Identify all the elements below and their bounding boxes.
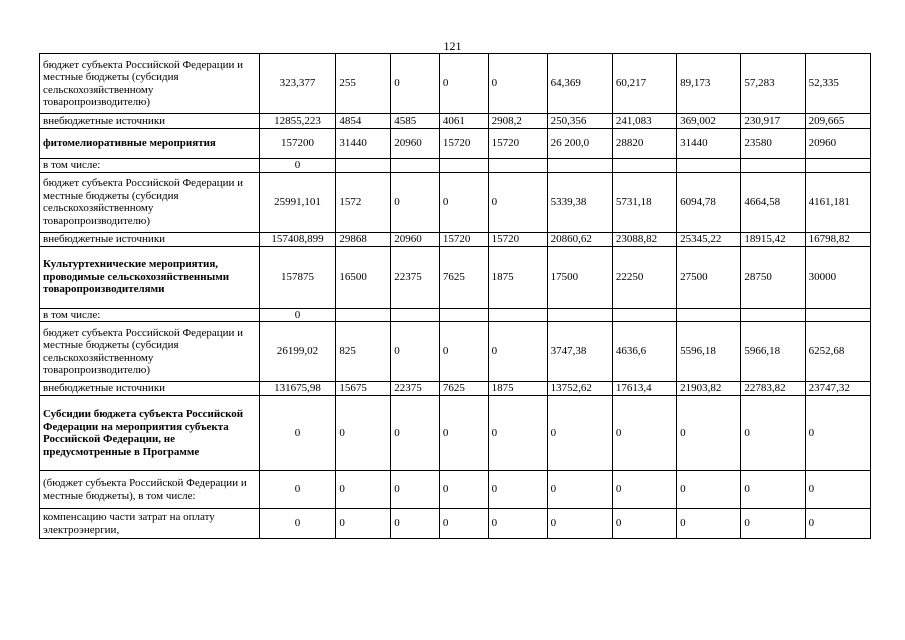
year-cell: 0 <box>488 172 547 232</box>
year-cell <box>677 308 741 322</box>
year-cell: 0 <box>677 396 741 471</box>
year-cell: 0 <box>439 322 488 382</box>
year-cell <box>391 308 440 322</box>
row-label: фитомелиоративные мероприятия <box>40 129 260 159</box>
year-cell: 7625 <box>439 382 488 396</box>
year-cell: 60,217 <box>612 54 676 114</box>
year-cell: 5339,38 <box>547 172 612 232</box>
total-cell: 157875 <box>259 246 336 308</box>
year-cell: 30000 <box>805 246 870 308</box>
total-cell: 0 <box>259 308 336 322</box>
year-cell: 23088,82 <box>612 232 676 246</box>
total-cell: 157408,899 <box>259 232 336 246</box>
year-cell: 15720 <box>488 232 547 246</box>
year-cell: 25345,22 <box>677 232 741 246</box>
table-row <box>40 322 871 382</box>
year-cell: 0 <box>391 471 440 509</box>
year-cell <box>612 159 676 173</box>
year-cell: 0 <box>391 396 440 471</box>
total-cell: 0 <box>259 396 336 471</box>
year-cell <box>741 308 805 322</box>
year-cell: 23580 <box>741 129 805 159</box>
year-cell: 0 <box>391 322 440 382</box>
year-cell: 241,083 <box>612 114 676 129</box>
year-cell: 22375 <box>391 382 440 396</box>
year-cell: 31440 <box>336 129 391 159</box>
total-cell: 0 <box>259 509 336 539</box>
year-cell: 57,283 <box>741 54 805 114</box>
year-cell <box>612 308 676 322</box>
year-cell: 0 <box>547 509 612 539</box>
year-cell <box>805 159 870 173</box>
year-cell <box>741 159 805 173</box>
year-cell: 28820 <box>612 129 676 159</box>
total-cell: 26199,02 <box>259 322 336 382</box>
total-cell: 25991,101 <box>259 172 336 232</box>
row-label: внебюджетные источники <box>40 382 260 396</box>
year-cell: 0 <box>741 509 805 539</box>
row-label: Культуртехнические мероприятия, проводимые сельскохозяйственными товаропроизводителями <box>40 246 260 308</box>
row-label: внебюджетные источники <box>40 232 260 246</box>
year-cell <box>488 308 547 322</box>
year-cell: 5596,18 <box>677 322 741 382</box>
year-cell: 26 200,0 <box>547 129 612 159</box>
year-cell: 4585 <box>391 114 440 129</box>
year-cell: 0 <box>805 471 870 509</box>
total-cell: 0 <box>259 471 336 509</box>
year-cell: 7625 <box>439 246 488 308</box>
total-cell: 0 <box>259 159 336 173</box>
year-cell: 6252,68 <box>805 322 870 382</box>
year-cell: 22783,82 <box>741 382 805 396</box>
year-cell: 0 <box>336 471 391 509</box>
row-label: (бюджет субъекта Российской Федерации и местные бюджеты), в том числе: <box>40 471 260 509</box>
year-cell: 230,917 <box>741 114 805 129</box>
year-cell: 1875 <box>488 382 547 396</box>
year-cell: 0 <box>805 396 870 471</box>
page-number: 121 <box>443 39 462 53</box>
row-label: Субсидии бюджета субъекта Российской Федерации на мероприятия субъекта Российской Федерации, не предусмотренные в Программе <box>40 396 260 471</box>
year-cell: 0 <box>612 509 676 539</box>
year-cell: 0 <box>488 471 547 509</box>
year-cell: 22375 <box>391 246 440 308</box>
year-cell <box>677 159 741 173</box>
table-row <box>40 471 871 509</box>
year-cell: 16500 <box>336 246 391 308</box>
year-cell: 20960 <box>391 129 440 159</box>
year-cell: 64,369 <box>547 54 612 114</box>
year-cell: 22250 <box>612 246 676 308</box>
year-cell <box>547 159 612 173</box>
table-row <box>40 396 871 471</box>
year-cell: 20960 <box>391 232 440 246</box>
year-cell: 0 <box>439 509 488 539</box>
year-cell: 0 <box>612 396 676 471</box>
total-cell: 131675,98 <box>259 382 336 396</box>
row-label: внебюджетные источники <box>40 114 260 129</box>
year-cell: 4636,6 <box>612 322 676 382</box>
year-cell: 1572 <box>336 172 391 232</box>
year-cell: 3747,38 <box>547 322 612 382</box>
year-cell: 209,665 <box>805 114 870 129</box>
year-cell: 4161,181 <box>805 172 870 232</box>
year-cell <box>488 159 547 173</box>
table-row <box>40 159 871 173</box>
year-cell <box>547 308 612 322</box>
year-cell: 2908,2 <box>488 114 547 129</box>
year-cell: 20860,62 <box>547 232 612 246</box>
year-cell: 0 <box>391 172 440 232</box>
year-cell: 5966,18 <box>741 322 805 382</box>
total-cell: 157200 <box>259 129 336 159</box>
row-label: компенсацию части затрат на оплату электроэнергии, <box>40 509 260 539</box>
row-label: бюджет субъекта Российской Федерации и местные бюджеты (субсидия сельскохозяйственному товаропроизводителю) <box>40 54 260 114</box>
year-cell: 21903,82 <box>677 382 741 396</box>
table-row <box>40 54 871 114</box>
row-label: в том числе: <box>40 159 260 173</box>
year-cell: 0 <box>488 54 547 114</box>
year-cell: 250,356 <box>547 114 612 129</box>
year-cell: 89,173 <box>677 54 741 114</box>
total-cell: 12855,223 <box>259 114 336 129</box>
year-cell: 0 <box>677 509 741 539</box>
year-cell <box>391 159 440 173</box>
year-cell: 0 <box>336 509 391 539</box>
table-row <box>40 114 871 129</box>
table-row <box>40 232 871 246</box>
year-cell: 17500 <box>547 246 612 308</box>
year-cell: 29868 <box>336 232 391 246</box>
table-row <box>40 382 871 396</box>
year-cell: 0 <box>439 471 488 509</box>
total-cell: 323,377 <box>259 54 336 114</box>
table-row <box>40 246 871 308</box>
year-cell: 0 <box>336 396 391 471</box>
year-cell: 0 <box>488 322 547 382</box>
year-cell: 0 <box>741 471 805 509</box>
row-label: в том числе: <box>40 308 260 322</box>
year-cell: 20960 <box>805 129 870 159</box>
year-cell: 0 <box>741 396 805 471</box>
year-cell: 15675 <box>336 382 391 396</box>
year-cell: 28750 <box>741 246 805 308</box>
year-cell <box>336 159 391 173</box>
year-cell: 0 <box>612 471 676 509</box>
year-cell: 17613,4 <box>612 382 676 396</box>
year-cell: 13752,62 <box>547 382 612 396</box>
table-row <box>40 172 871 232</box>
year-cell: 52,335 <box>805 54 870 114</box>
year-cell <box>336 308 391 322</box>
year-cell: 0 <box>488 396 547 471</box>
year-cell: 1875 <box>488 246 547 308</box>
year-cell: 18915,42 <box>741 232 805 246</box>
year-cell: 5731,18 <box>612 172 676 232</box>
year-cell: 369,002 <box>677 114 741 129</box>
year-cell: 6094,78 <box>677 172 741 232</box>
year-cell <box>439 308 488 322</box>
year-cell: 0 <box>439 172 488 232</box>
year-cell <box>805 308 870 322</box>
table-row <box>40 509 871 539</box>
year-cell: 16798,82 <box>805 232 870 246</box>
year-cell: 0 <box>488 509 547 539</box>
year-cell: 15720 <box>488 129 547 159</box>
year-cell: 4061 <box>439 114 488 129</box>
year-cell: 0 <box>391 54 440 114</box>
year-cell: 0 <box>439 396 488 471</box>
year-cell: 0 <box>439 54 488 114</box>
year-cell: 0 <box>547 396 612 471</box>
year-cell <box>439 159 488 173</box>
table-row <box>40 129 871 159</box>
year-cell: 15720 <box>439 232 488 246</box>
table-row <box>40 308 871 322</box>
year-cell: 23747,32 <box>805 382 870 396</box>
year-cell: 31440 <box>677 129 741 159</box>
year-cell: 4664,58 <box>741 172 805 232</box>
year-cell: 4854 <box>336 114 391 129</box>
row-label: бюджет субъекта Российской Федерации и местные бюджеты (субсидия сельскохозяйственному товаропроизводителю) <box>40 172 260 232</box>
year-cell: 0 <box>547 471 612 509</box>
row-label: бюджет субъекта Российской Федерации и местные бюджеты (субсидия сельскохозяйственному товаропроизводителю) <box>40 322 260 382</box>
budget-table <box>39 53 871 539</box>
year-cell: 255 <box>336 54 391 114</box>
table-body <box>40 54 871 539</box>
year-cell: 0 <box>805 509 870 539</box>
year-cell: 825 <box>336 322 391 382</box>
year-cell: 15720 <box>439 129 488 159</box>
year-cell: 0 <box>677 471 741 509</box>
year-cell: 0 <box>391 509 440 539</box>
year-cell: 27500 <box>677 246 741 308</box>
